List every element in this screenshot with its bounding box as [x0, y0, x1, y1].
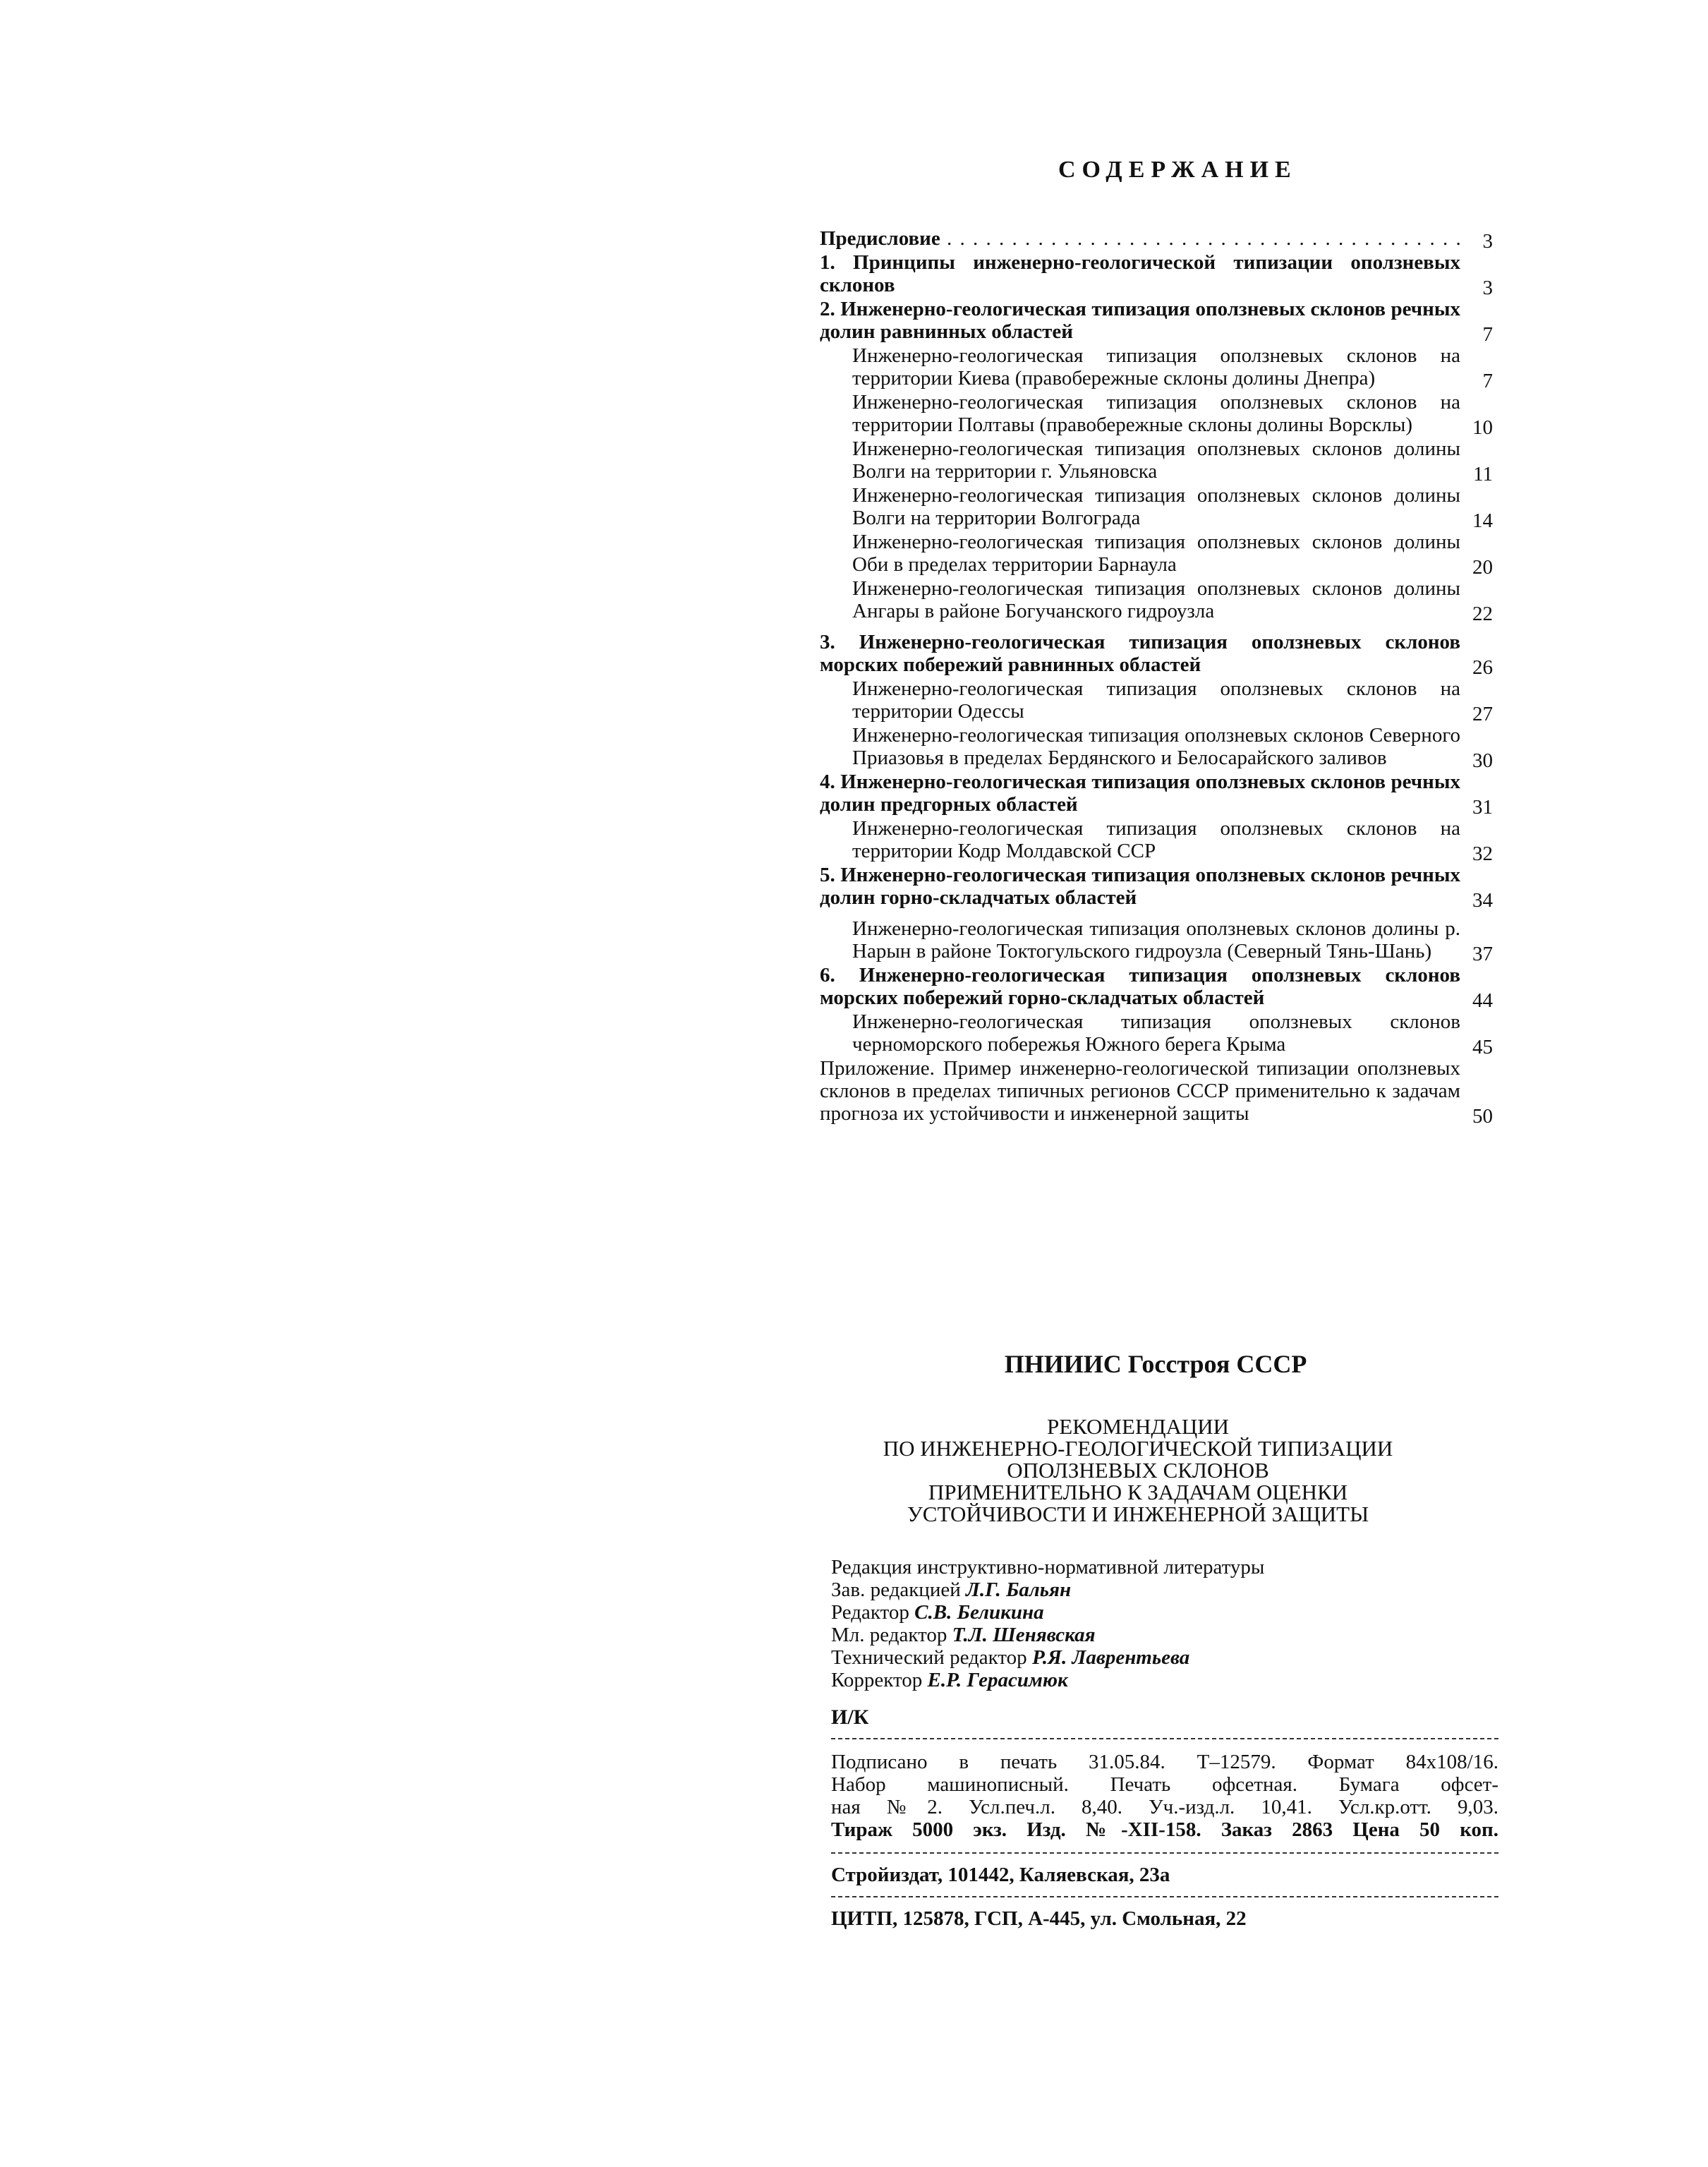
title-line: ПО ИНЖЕНЕРНО-ГЕОЛОГИЧЕСКОЙ ТИПИЗАЦИИ: [883, 1436, 1393, 1461]
credit-line: [831, 1579, 1501, 1601]
toc-entry: [820, 817, 1494, 865]
toc-entry-text: 1. Принципы инженерно-геологической типизации оползневых склонов: [820, 251, 1460, 296]
toc-entry: [820, 391, 1494, 439]
toc-entry: [820, 484, 1494, 532]
toc-entry-text: Инженерно-геологическая типизация оползневых склонов долины Волги на территории г. Ульяновска: [852, 437, 1460, 483]
toc-entry-text: Инженерно-геологическая типизация оползневых склонов долины р. Нарын в районе Токтогульского гидроузла (Северный Тянь-Шань): [852, 917, 1460, 962]
toc-entry-text: 2. Инженерно-геологическая типизация оползневых склонов речных долин равнинных областей: [820, 298, 1460, 343]
toc-entry-page: 44: [1472, 989, 1493, 1012]
toc-entry-page: 3: [1482, 277, 1493, 299]
toc-entry: [820, 964, 1494, 1012]
printer-address: [831, 1907, 1498, 1930]
toc-title: СОДЕРЖАНИЕ: [1058, 157, 1297, 183]
toc-entry-text: 6. Инженерно-геологическая типизация оползневых склонов морских побережий горно-складчатых областей: [820, 964, 1460, 1009]
toc-entry: [820, 1010, 1494, 1056]
credit-name: Р.Я. Лаврентьева: [1031, 1646, 1190, 1669]
dashed-divider: [831, 1738, 1498, 1739]
table-of-contents: [820, 227, 1494, 1128]
credit-role: Технический редактор: [831, 1646, 1027, 1669]
title-line: РЕКОМЕНДАЦИИ: [1046, 1414, 1230, 1439]
toc-entry-page: 7: [1482, 370, 1493, 392]
credit-name: Е.Р. Герасимюк: [927, 1669, 1068, 1691]
toc-entry: [820, 298, 1494, 346]
toc-entry: [820, 531, 1494, 579]
toc-entry: [820, 864, 1494, 912]
toc-entry: [820, 437, 1494, 483]
toc-entry-text: Инженерно-геологическая типизация оползневых склонов черноморского побережья Южного берега Крыма: [852, 1010, 1460, 1056]
print-details: [831, 1751, 1498, 1841]
toc-entry-page: 26: [1472, 656, 1493, 679]
toc-entry-text: Инженерно-геологическая типизация оползневых склонов долины Оби в пределах территории Барнаула: [852, 531, 1460, 576]
credit-name: С.В. Беликина: [914, 1601, 1044, 1624]
toc-entry-page: 45: [1472, 1036, 1493, 1058]
document-title: [824, 1416, 1452, 1525]
toc-entry-page: 34: [1472, 889, 1493, 912]
toc-entry-page: 27: [1472, 703, 1493, 725]
title-line: УСТОЙЧИВОСТИ И ИНЖЕНЕРНОЙ ЗАЩИТЫ: [907, 1502, 1369, 1526]
credit-line: [831, 1556, 1501, 1579]
publisher-line: Стройиздат, 101442, Каляевская, 23а: [831, 1864, 1170, 1886]
printer-line: ЦИТП, 125878, ГСП, А-445, ул. Смольная, 22: [831, 1907, 1247, 1930]
toc-entry-text: Предисловие . . .: [820, 227, 1460, 250]
title-line: ОПОЛЗНЕВЫХ СКЛОНОВ: [1007, 1458, 1269, 1483]
toc-entry-page: 3: [1482, 230, 1493, 253]
credit-line: [831, 1669, 1501, 1691]
credit-line: [831, 1646, 1501, 1669]
toc-entry-page: 37: [1472, 943, 1493, 965]
index-code: И/К: [831, 1706, 869, 1729]
toc-entry-text: Инженерно-геологическая типизация оползневых склонов на территории Полтавы (правобережные склоны долины Ворсклы): [852, 391, 1460, 436]
toc-entry: [820, 677, 1494, 723]
toc-entry-text: Инженерно-геологическая типизация оползневых склонов Северного Приазовья в пределах Бердянского и Белосарайского заливов: [852, 724, 1460, 769]
credit-role: Редакция инструктивно-нормативной литературы: [831, 1556, 1265, 1579]
credits: [831, 1556, 1501, 1691]
imprint-block: [824, 1349, 1501, 1930]
toc-entry: [820, 631, 1494, 679]
dashed-divider: [831, 1896, 1498, 1897]
toc-entry-page: 11: [1473, 463, 1493, 485]
credit-name: Л.Г. Бальян: [965, 1579, 1072, 1601]
toc-entry-page: 30: [1472, 749, 1493, 772]
print-line: Подписано в печать 31.05.84. Т–12579. Формат 84х108/16.: [831, 1751, 1498, 1773]
toc-entry-text: Инженерно-геологическая типизация оползневых склонов на территории Кодр Молдавской ССР: [852, 817, 1460, 862]
credit-line: [831, 1624, 1501, 1646]
credit-role: Редактор: [831, 1601, 909, 1624]
toc-entry-page: 10: [1472, 416, 1493, 439]
toc-entry: [820, 724, 1494, 772]
print-line: ная №2. Усл.печ.л. 8,40. Уч.-изд.л. 10,41. Усл.кр.отт. 9,03.: [831, 1796, 1498, 1818]
toc-entry-page: 20: [1472, 556, 1493, 579]
credit-role: Мл. редактор: [831, 1624, 947, 1646]
publisher-address: [831, 1864, 1498, 1886]
toc-entry-page: 14: [1472, 509, 1493, 532]
toc-entry: [820, 251, 1494, 299]
toc-entry-text: 3. Инженерно-геологическая типизация оползневых склонов морских побережий равнинных областей: [820, 631, 1460, 676]
toc-entry-page: 7: [1482, 323, 1493, 346]
toc-entry: [820, 577, 1494, 625]
toc-entry: [820, 344, 1494, 390]
toc-entry: [820, 227, 1494, 253]
title-line: ПРИМЕНИТЕЛЬНО К ЗАДАЧАМ ОЦЕНКИ: [928, 1480, 1348, 1504]
organization-name: ПНИИИС Госстроя СССР: [1004, 1350, 1307, 1378]
print-line: Тираж 5000 экз. Изд. №-XII-158. Заказ 2863 Цена 50 коп.: [831, 1818, 1498, 1841]
toc-entry-page: 32: [1472, 843, 1493, 865]
credit-role: Зав. редакцией: [831, 1579, 961, 1601]
toc-entry: [820, 917, 1494, 965]
toc-entry-text: Инженерно-геологическая типизация оползневых склонов долины Волги на территории Волгограда: [852, 484, 1460, 529]
dashed-divider: [831, 1852, 1498, 1854]
toc-entry-text: Инженерно-геологическая типизация оползневых склонов на территории Одессы: [852, 677, 1460, 723]
toc-entry-page: 50: [1472, 1105, 1493, 1128]
credit-role: Корректор: [831, 1669, 923, 1691]
toc-entry-text: Инженерно-геологическая типизация оползневых склонов на территории Киева (правобережные склоны долины Днепра): [852, 344, 1460, 390]
toc-entry-text: 5. Инженерно-геологическая типизация оползневых склонов речных долин горно-складчатых областей: [820, 864, 1460, 909]
toc-entry-text: Инженерно-геологическая типизация оползневых склонов долины Ангары в районе Богучанского гидроузла: [852, 577, 1460, 622]
toc-entry: [820, 1057, 1494, 1128]
print-line: Набор машинописный. Печать офсетная. Бумага офсет-: [831, 1773, 1498, 1796]
toc-entry-page: 31: [1472, 796, 1493, 819]
toc-entry-page: 22: [1472, 603, 1493, 625]
toc-entry-text: Приложение. Пример инженерно-геологической типизации оползневых склонов в пределах типичных регионов СССР применительно к задачам прогноза их устойчивости и инженерной защиты: [820, 1057, 1460, 1125]
toc-entry-text: 4. Инженерно-геологическая типизация оползневых склонов речных долин предгорных областей: [820, 771, 1460, 816]
credit-name: Т.Л. Шенявская: [952, 1624, 1096, 1646]
toc-entry: [820, 771, 1494, 819]
credit-line: [831, 1601, 1501, 1624]
